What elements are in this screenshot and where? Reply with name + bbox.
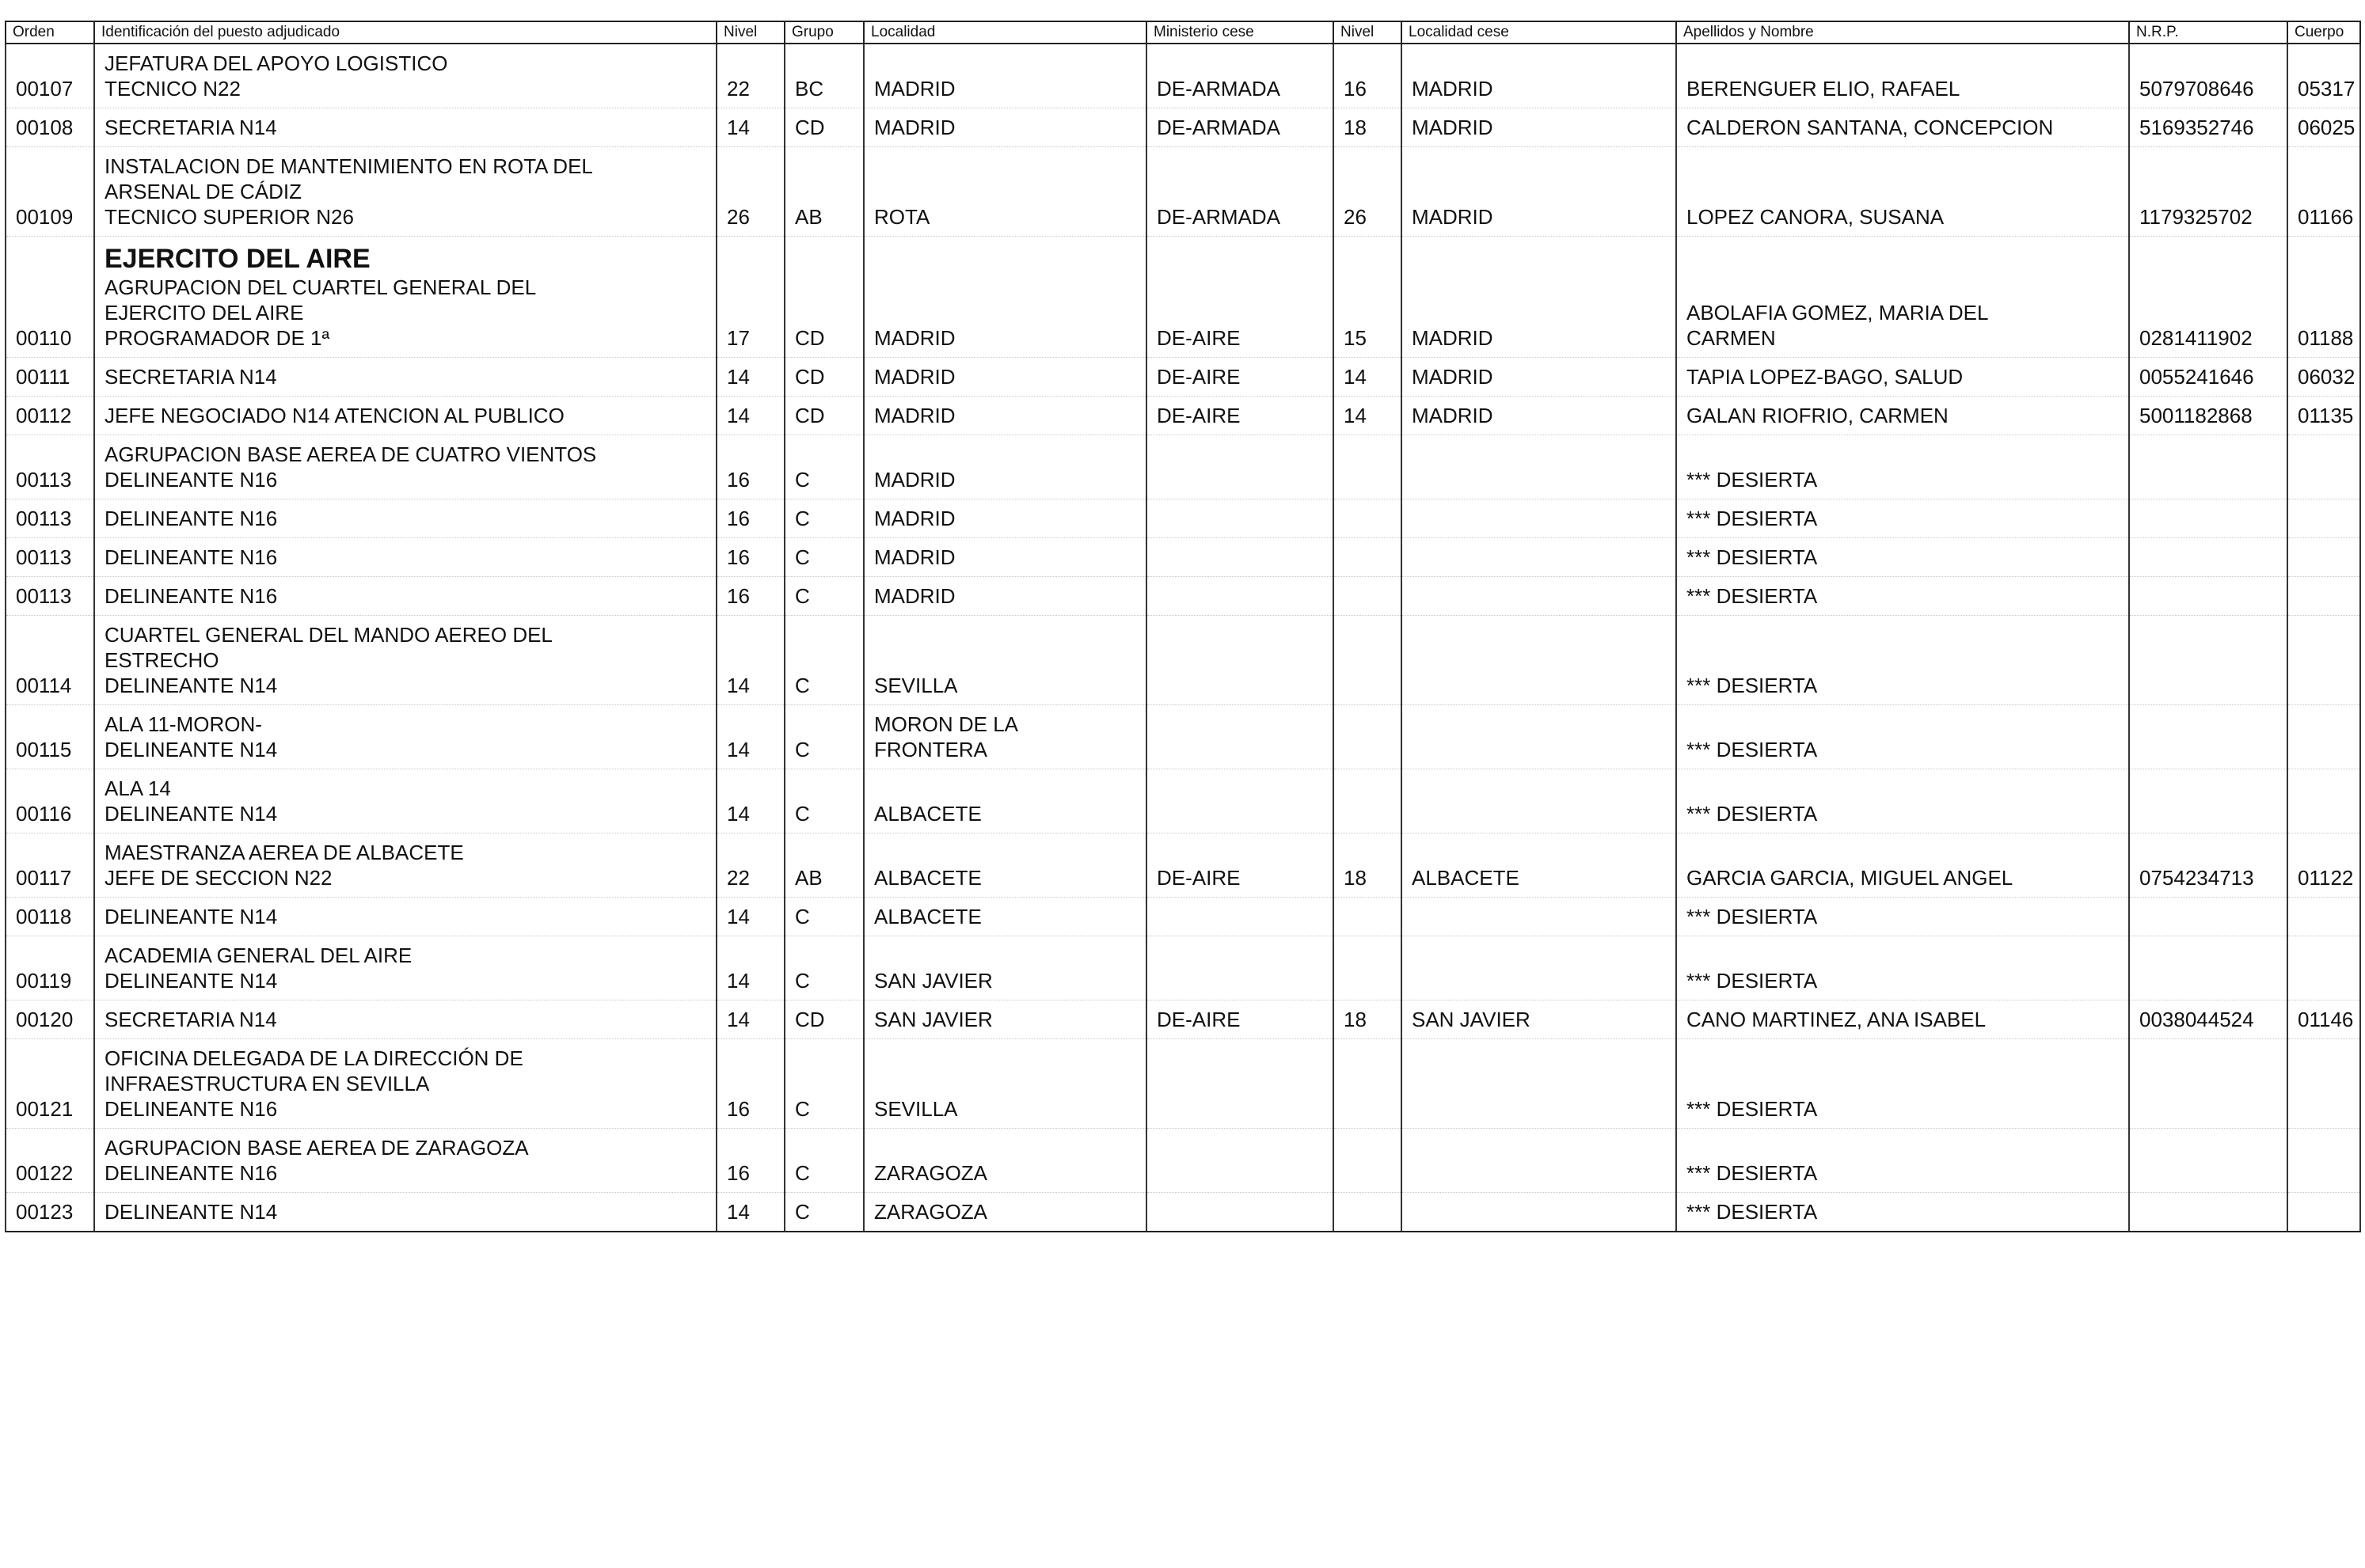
nivel-cell: 14 <box>717 1193 785 1232</box>
unit-name: INSTALACION DE MANTENIMIENTO EN ROTA DEL ARSENAL DE CÁDIZ <box>105 154 593 203</box>
puesto-cell <box>94 1000 717 1039</box>
nivel-cell: 14 <box>717 108 785 147</box>
puesto-cell <box>94 1129 717 1193</box>
ministerio-cese-cell <box>1146 616 1333 705</box>
localidad-cell: MADRID <box>864 108 1146 147</box>
nombre-cell: *** DESIERTA <box>1676 936 2129 1000</box>
nivel-cese-cell <box>1333 769 1401 833</box>
nrp-cell: 0281411902 <box>2129 237 2287 358</box>
table-row <box>6 1000 2360 1039</box>
grupo-cell: AB <box>785 147 864 237</box>
nivel-cell: 16 <box>717 435 785 499</box>
nivel-cese-cell: 14 <box>1333 397 1401 435</box>
nrp-cell <box>2129 1193 2287 1232</box>
nombre-cell: *** DESIERTA <box>1676 577 2129 616</box>
post-name: DELINEANTE N14 <box>105 905 278 928</box>
nombre-cell: *** DESIERTA <box>1676 1193 2129 1232</box>
nrp-cell <box>2129 1129 2287 1193</box>
nombre-cell: GALAN RIOFRIO, CARMEN <box>1676 397 2129 435</box>
unit-name: ACADEMIA GENERAL DEL AIRE <box>105 943 413 967</box>
cuerpo-cell <box>2287 499 2360 538</box>
table-row <box>6 577 2360 616</box>
localidad-cese-cell: MADRID <box>1401 358 1676 397</box>
puesto-cell <box>94 435 717 499</box>
ministerio-cese-cell <box>1146 936 1333 1000</box>
ministerio-cese-cell: DE-AIRE <box>1146 1000 1333 1039</box>
grupo-cell: BC <box>785 44 864 108</box>
grupo-cell: CD <box>785 1000 864 1039</box>
localidad-cell: ALBACETE <box>864 898 1146 936</box>
cuerpo-cell <box>2287 577 2360 616</box>
grupo-cell: CD <box>785 237 864 358</box>
table-header <box>6 21 2360 44</box>
orden-cell: 00116 <box>6 769 94 833</box>
unit-name: OFICINA DELEGADA DE LA DIRECCIÓN DE INFRAESTRUCTURA EN SEVILLA <box>105 1046 523 1095</box>
grupo-cell: C <box>785 538 864 577</box>
nivel-cell: 14 <box>717 616 785 705</box>
localidad-cell: ROTA <box>864 147 1146 237</box>
nombre-cell: *** DESIERTA <box>1676 435 2129 499</box>
localidad-cese-cell <box>1401 705 1676 769</box>
nombre-cell: *** DESIERTA <box>1676 1039 2129 1129</box>
ministerio-cese-cell <box>1146 538 1333 577</box>
orden-cell: 00107 <box>6 44 94 108</box>
ministerio-cese-cell <box>1146 435 1333 499</box>
nivel-cell: 14 <box>717 1000 785 1039</box>
post-name: DELINEANTE N14 <box>105 1200 278 1224</box>
localidad-cell: SEVILLA <box>864 616 1146 705</box>
grupo-cell: C <box>785 705 864 769</box>
nivel-cell: 22 <box>717 44 785 108</box>
cuerpo-cell <box>2287 1193 2360 1232</box>
nombre-cell: *** DESIERTA <box>1676 705 2129 769</box>
puesto-cell <box>94 44 717 108</box>
localidad-cell: MADRID <box>864 358 1146 397</box>
grupo-cell: C <box>785 435 864 499</box>
table-row <box>6 499 2360 538</box>
orden-cell: 00109 <box>6 147 94 237</box>
nombre-cell: GARCIA GARCIA, MIGUEL ANGEL <box>1676 833 2129 898</box>
orden-cell: 00120 <box>6 1000 94 1039</box>
cuerpo-cell: 01135 <box>2287 397 2360 435</box>
puesto-cell <box>94 1039 717 1129</box>
nombre-cell: ABOLAFIA GOMEZ, MARIA DEL CARMEN <box>1676 237 2129 358</box>
nombre-cell: CALDERON SANTANA, CONCEPCION <box>1676 108 2129 147</box>
header-row <box>6 21 2360 44</box>
post-name: DELINEANTE N16 <box>105 1097 278 1121</box>
orden-cell: 00117 <box>6 833 94 898</box>
puesto-cell <box>94 397 717 435</box>
unit-name: AGRUPACION BASE AEREA DE ZARAGOZA <box>105 1136 529 1160</box>
localidad-cell: MADRID <box>864 237 1146 358</box>
nrp-cell: 0754234713 <box>2129 833 2287 898</box>
localidad-cese-cell: MADRID <box>1401 108 1676 147</box>
nrp-cell: 5001182868 <box>2129 397 2287 435</box>
cuerpo-cell: 01122 <box>2287 833 2360 898</box>
nrp-cell <box>2129 705 2287 769</box>
orden-cell: 00114 <box>6 616 94 705</box>
localidad-cell: MADRID <box>864 499 1146 538</box>
nivel-cell: 14 <box>717 936 785 1000</box>
nivel-cese-cell: 16 <box>1333 44 1401 108</box>
localidad-cese-cell <box>1401 435 1676 499</box>
nivel-cell: 14 <box>717 358 785 397</box>
puesto-cell <box>94 769 717 833</box>
ministerio-cese-cell <box>1146 1039 1333 1129</box>
localidad-cell: SEVILLA <box>864 1039 1146 1129</box>
nivel-cell: 17 <box>717 237 785 358</box>
nivel-cell: 16 <box>717 1129 785 1193</box>
ministerio-cese-cell <box>1146 898 1333 936</box>
table-row <box>6 237 2360 358</box>
nrp-cell <box>2129 499 2287 538</box>
localidad-cell: ALBACETE <box>864 833 1146 898</box>
puesto-cell <box>94 237 717 358</box>
post-name: DELINEANTE N16 <box>105 1161 278 1185</box>
grupo-cell: CD <box>785 397 864 435</box>
orden-cell: 00119 <box>6 936 94 1000</box>
puesto-cell <box>94 577 717 616</box>
grupo-cell: C <box>785 898 864 936</box>
orden-cell: 00122 <box>6 1129 94 1193</box>
unit-name: ALA 11-MORON- <box>105 712 262 736</box>
nrp-cell <box>2129 898 2287 936</box>
unit-name: ALA 14 <box>105 776 171 800</box>
table-row <box>6 108 2360 147</box>
adjudication-table <box>5 21 2361 1232</box>
post-name: SECRETARIA N14 <box>105 365 277 389</box>
table-row <box>6 1039 2360 1129</box>
nivel-cese-cell: 26 <box>1333 147 1401 237</box>
ministerio-cese-cell <box>1146 705 1333 769</box>
post-name: DELINEANTE N16 <box>105 507 278 530</box>
orden-cell: 00113 <box>6 538 94 577</box>
nivel-cese-cell <box>1333 538 1401 577</box>
nrp-cell <box>2129 1039 2287 1129</box>
puesto-cell <box>94 147 717 237</box>
localidad-cese-cell <box>1401 1039 1676 1129</box>
nivel-cell: 26 <box>717 147 785 237</box>
localidad-cese-cell <box>1401 936 1676 1000</box>
ministerio-cese-cell <box>1146 577 1333 616</box>
ministerio-cese-cell <box>1146 1129 1333 1193</box>
header-orden: Orden <box>6 21 94 44</box>
header-localidad-cese: Localidad cese <box>1401 21 1676 44</box>
table-row <box>6 1129 2360 1193</box>
table-row <box>6 44 2360 108</box>
cuerpo-cell <box>2287 936 2360 1000</box>
nivel-cell: 22 <box>717 833 785 898</box>
post-name: TECNICO N22 <box>105 77 241 101</box>
post-name: DELINEANTE N14 <box>105 738 278 761</box>
table-row <box>6 358 2360 397</box>
localidad-cell: MADRID <box>864 44 1146 108</box>
puesto-cell <box>94 833 717 898</box>
post-name: DELINEANTE N14 <box>105 802 278 826</box>
post-name: JEFE NEGOCIADO N14 ATENCION AL PUBLICO <box>105 404 565 427</box>
localidad-cese-cell <box>1401 538 1676 577</box>
localidad-cese-cell: SAN JAVIER <box>1401 1000 1676 1039</box>
grupo-cell: C <box>785 499 864 538</box>
table-row <box>6 538 2360 577</box>
nivel-cese-cell <box>1333 616 1401 705</box>
localidad-cese-cell: MADRID <box>1401 237 1676 358</box>
post-name: DELINEANTE N16 <box>105 584 278 608</box>
puesto-cell <box>94 1193 717 1232</box>
puesto-cell <box>94 108 717 147</box>
nivel-cese-cell <box>1333 936 1401 1000</box>
localidad-cell: ZARAGOZA <box>864 1129 1146 1193</box>
nivel-cese-cell <box>1333 499 1401 538</box>
nivel-cell: 16 <box>717 538 785 577</box>
grupo-cell: C <box>785 577 864 616</box>
localidad-cese-cell: MADRID <box>1401 44 1676 108</box>
post-name: SECRETARIA N14 <box>105 1008 277 1031</box>
table-row <box>6 397 2360 435</box>
orden-cell: 00121 <box>6 1039 94 1129</box>
grupo-cell: AB <box>785 833 864 898</box>
post-name: DELINEANTE N14 <box>105 969 278 993</box>
table-row <box>6 147 2360 237</box>
nombre-cell: LOPEZ CANORA, SUSANA <box>1676 147 2129 237</box>
header-localidad: Localidad <box>864 21 1146 44</box>
post-name: DELINEANTE N16 <box>105 545 278 569</box>
nrp-cell <box>2129 769 2287 833</box>
cuerpo-cell: 06032 <box>2287 358 2360 397</box>
nrp-cell: 5079708646 <box>2129 44 2287 108</box>
localidad-cese-cell: ALBACETE <box>1401 833 1676 898</box>
localidad-cell: ALBACETE <box>864 769 1146 833</box>
orden-cell: 00113 <box>6 435 94 499</box>
post-name: JEFE DE SECCION N22 <box>105 866 333 890</box>
localidad-cese-cell: MADRID <box>1401 147 1676 237</box>
nivel-cese-cell <box>1333 1129 1401 1193</box>
nrp-cell: 0055241646 <box>2129 358 2287 397</box>
grupo-cell: CD <box>785 108 864 147</box>
orden-cell: 00118 <box>6 898 94 936</box>
cuerpo-cell <box>2287 1129 2360 1193</box>
orden-cell: 00123 <box>6 1193 94 1232</box>
orden-cell: 00113 <box>6 577 94 616</box>
localidad-cese-cell <box>1401 1129 1676 1193</box>
nivel-cese-cell <box>1333 1039 1401 1129</box>
ministerio-cese-cell <box>1146 499 1333 538</box>
cuerpo-cell <box>2287 705 2360 769</box>
nrp-cell <box>2129 538 2287 577</box>
table-row <box>6 833 2360 898</box>
grupo-cell: C <box>785 1193 864 1232</box>
table-row <box>6 705 2360 769</box>
nombre-cell: *** DESIERTA <box>1676 616 2129 705</box>
ministerio-cese-cell: DE-ARMADA <box>1146 108 1333 147</box>
nrp-cell: 5169352746 <box>2129 108 2287 147</box>
puesto-cell <box>94 898 717 936</box>
post-name: SECRETARIA N14 <box>105 116 277 139</box>
cuerpo-cell <box>2287 616 2360 705</box>
orden-cell: 00108 <box>6 108 94 147</box>
grupo-cell: C <box>785 1039 864 1129</box>
cuerpo-cell <box>2287 435 2360 499</box>
nombre-cell: TAPIA LOPEZ-BAGO, SALUD <box>1676 358 2129 397</box>
grupo-cell: C <box>785 936 864 1000</box>
ministerio-cese-cell: DE-AIRE <box>1146 358 1333 397</box>
unit-name: JEFATURA DEL APOYO LOGISTICO <box>105 51 448 75</box>
cuerpo-cell <box>2287 1039 2360 1129</box>
cuerpo-cell <box>2287 538 2360 577</box>
header-nrp: N.R.P. <box>2129 21 2287 44</box>
orden-cell: 00110 <box>6 237 94 358</box>
localidad-cell: ZARAGOZA <box>864 1193 1146 1232</box>
nombre-cell: CANO MARTINEZ, ANA ISABEL <box>1676 1000 2129 1039</box>
ministerio-cese-cell: DE-AIRE <box>1146 397 1333 435</box>
nivel-cese-cell <box>1333 898 1401 936</box>
table-row <box>6 1193 2360 1232</box>
localidad-cese-cell <box>1401 769 1676 833</box>
localidad-cese-cell <box>1401 499 1676 538</box>
localidad-cese-cell <box>1401 898 1676 936</box>
table-row <box>6 898 2360 936</box>
localidad-cell: MADRID <box>864 577 1146 616</box>
puesto-cell <box>94 705 717 769</box>
section-heading: EJERCITO DEL AIRE <box>105 244 371 274</box>
nivel-cese-cell: 18 <box>1333 108 1401 147</box>
post-name: PROGRAMADOR DE 1ª <box>105 326 330 350</box>
localidad-cese-cell <box>1401 616 1676 705</box>
header-ministerio-cese: Ministerio cese <box>1146 21 1333 44</box>
nivel-cese-cell: 18 <box>1333 1000 1401 1039</box>
table-row <box>6 769 2360 833</box>
grupo-cell: C <box>785 616 864 705</box>
ministerio-cese-cell <box>1146 769 1333 833</box>
table-body <box>6 44 2360 1232</box>
header-nivel-cese: Nivel <box>1333 21 1401 44</box>
localidad-cell: MADRID <box>864 397 1146 435</box>
orden-cell: 00111 <box>6 358 94 397</box>
nrp-cell <box>2129 435 2287 499</box>
puesto-cell <box>94 616 717 705</box>
grupo-cell: C <box>785 769 864 833</box>
cuerpo-cell: 05317 <box>2287 44 2360 108</box>
ministerio-cese-cell: DE-AIRE <box>1146 833 1333 898</box>
localidad-cell: MORON DE LA FRONTERA <box>864 705 1146 769</box>
nombre-cell: *** DESIERTA <box>1676 538 2129 577</box>
nrp-cell <box>2129 936 2287 1000</box>
nivel-cell: 14 <box>717 769 785 833</box>
nivel-cell: 14 <box>717 705 785 769</box>
nivel-cell: 16 <box>717 499 785 538</box>
orden-cell: 00115 <box>6 705 94 769</box>
ministerio-cese-cell <box>1146 1193 1333 1232</box>
nombre-cell: *** DESIERTA <box>1676 898 2129 936</box>
cuerpo-cell: 01146 <box>2287 1000 2360 1039</box>
nivel-cell: 16 <box>717 1039 785 1129</box>
orden-cell: 00112 <box>6 397 94 435</box>
localidad-cese-cell: MADRID <box>1401 397 1676 435</box>
nrp-cell: 1179325702 <box>2129 147 2287 237</box>
nivel-cese-cell: 14 <box>1333 358 1401 397</box>
table-row <box>6 936 2360 1000</box>
unit-name: AGRUPACION BASE AEREA DE CUATRO VIENTOS <box>105 442 597 466</box>
header-cuerpo: Cuerpo <box>2287 21 2360 44</box>
ministerio-cese-cell: DE-ARMADA <box>1146 147 1333 237</box>
ministerio-cese-cell: DE-AIRE <box>1146 237 1333 358</box>
nrp-cell <box>2129 616 2287 705</box>
ministerio-cese-cell: DE-ARMADA <box>1146 44 1333 108</box>
nivel-cese-cell: 15 <box>1333 237 1401 358</box>
nrp-cell <box>2129 577 2287 616</box>
puesto-cell <box>94 499 717 538</box>
post-name: DELINEANTE N16 <box>105 468 278 492</box>
nombre-cell: *** DESIERTA <box>1676 1129 2129 1193</box>
nombre-cell: BERENGUER ELIO, RAFAEL <box>1676 44 2129 108</box>
puesto-cell <box>94 936 717 1000</box>
unit-name: MAESTRANZA AEREA DE ALBACETE <box>105 841 464 864</box>
nivel-cese-cell <box>1333 1193 1401 1232</box>
nivel-cell: 14 <box>717 397 785 435</box>
header-puesto: Identificación del puesto adjudicado <box>94 21 717 44</box>
nrp-cell: 0038044524 <box>2129 1000 2287 1039</box>
cuerpo-cell <box>2287 898 2360 936</box>
cuerpo-cell: 01166 <box>2287 147 2360 237</box>
localidad-cese-cell <box>1401 577 1676 616</box>
grupo-cell: CD <box>785 358 864 397</box>
nivel-cese-cell <box>1333 577 1401 616</box>
nombre-cell: *** DESIERTA <box>1676 499 2129 538</box>
unit-name: CUARTEL GENERAL DEL MANDO AEREO DEL ESTRECHO <box>105 623 553 672</box>
table-row <box>6 435 2360 499</box>
cuerpo-cell <box>2287 769 2360 833</box>
nivel-cell: 16 <box>717 577 785 616</box>
grupo-cell: C <box>785 1129 864 1193</box>
nivel-cell: 14 <box>717 898 785 936</box>
header-grupo: Grupo <box>785 21 864 44</box>
localidad-cell: MADRID <box>864 538 1146 577</box>
localidad-cese-cell <box>1401 1193 1676 1232</box>
localidad-cell: SAN JAVIER <box>864 1000 1146 1039</box>
orden-cell: 00113 <box>6 499 94 538</box>
header-apellidos-nombre: Apellidos y Nombre <box>1676 21 2129 44</box>
cuerpo-cell: 01188 <box>2287 237 2360 358</box>
localidad-cell: MADRID <box>864 435 1146 499</box>
cuerpo-cell: 06025 <box>2287 108 2360 147</box>
table-row <box>6 616 2360 705</box>
nivel-cese-cell <box>1333 435 1401 499</box>
puesto-cell <box>94 358 717 397</box>
nivel-cese-cell: 18 <box>1333 833 1401 898</box>
header-nivel: Nivel <box>717 21 785 44</box>
nombre-cell: *** DESIERTA <box>1676 769 2129 833</box>
localidad-cell: SAN JAVIER <box>864 936 1146 1000</box>
nivel-cese-cell <box>1333 705 1401 769</box>
post-name: TECNICO SUPERIOR N26 <box>105 205 354 229</box>
unit-name: AGRUPACION DEL CUARTEL GENERAL DEL EJERCITO DEL AIRE <box>105 275 537 325</box>
puesto-cell <box>94 538 717 577</box>
post-name: DELINEANTE N14 <box>105 674 278 697</box>
